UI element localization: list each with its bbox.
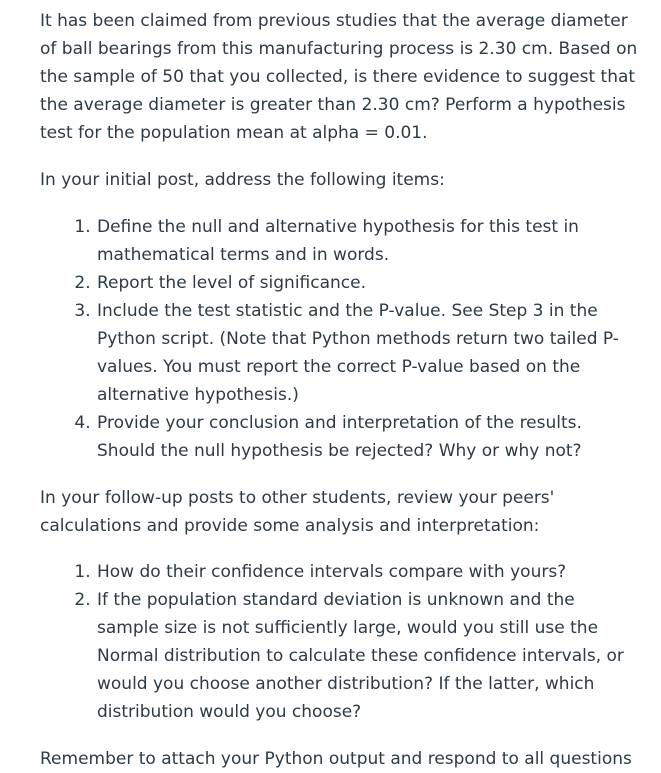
list-item: 2. If the population standard deviation is unknown and the sample size is not sufficiently large, would you still use the Normal distribution to calculate these confidence intervals, or would you choose another distribution? If the latter, which distribution would you choose? — [96, 586, 640, 726]
follow-up-list — [40, 558, 640, 726]
list-item: 3. Include the test statistic and the P-value. See Step 3 in the Python script. (Note that Python methods return two tailed P-values. You must report the correct P-value based on the alternative hypothesis.) — [96, 297, 640, 409]
closing-paragraph: Remember to attach your Python output and respond to all questions — [40, 749, 632, 769]
discussion-prompt — [40, 7, 640, 773]
initial-post-heading: In your initial post, address the following items: — [40, 170, 445, 190]
initial-post-list — [40, 213, 640, 465]
follow-up-heading: In your follow-up posts to other students, review your peers' calculations and provide some analysis and interpretation: — [40, 488, 555, 536]
list-item: 2. Report the level of significance. — [96, 269, 640, 297]
list-item: 1. Define the null and alternative hypothesis for this test in mathematical terms and in words. — [96, 213, 640, 269]
list-item: 4. Provide your conclusion and interpretation of the results. Should the null hypothesis be rejected? Why or why not? — [96, 409, 640, 465]
list-item: 1. How do their confidence intervals compare with yours? — [96, 558, 640, 586]
intro-paragraph: It has been claimed from previous studies that the average diameter of ball bearings from this manufacturing process is 2.30 cm. Based on the sample of 50 that you collected, is there evidence to suggest that the average diameter is greater than 2.30 cm? Perform a hypothesis test for the population mean at alpha = 0.01. — [40, 11, 638, 143]
